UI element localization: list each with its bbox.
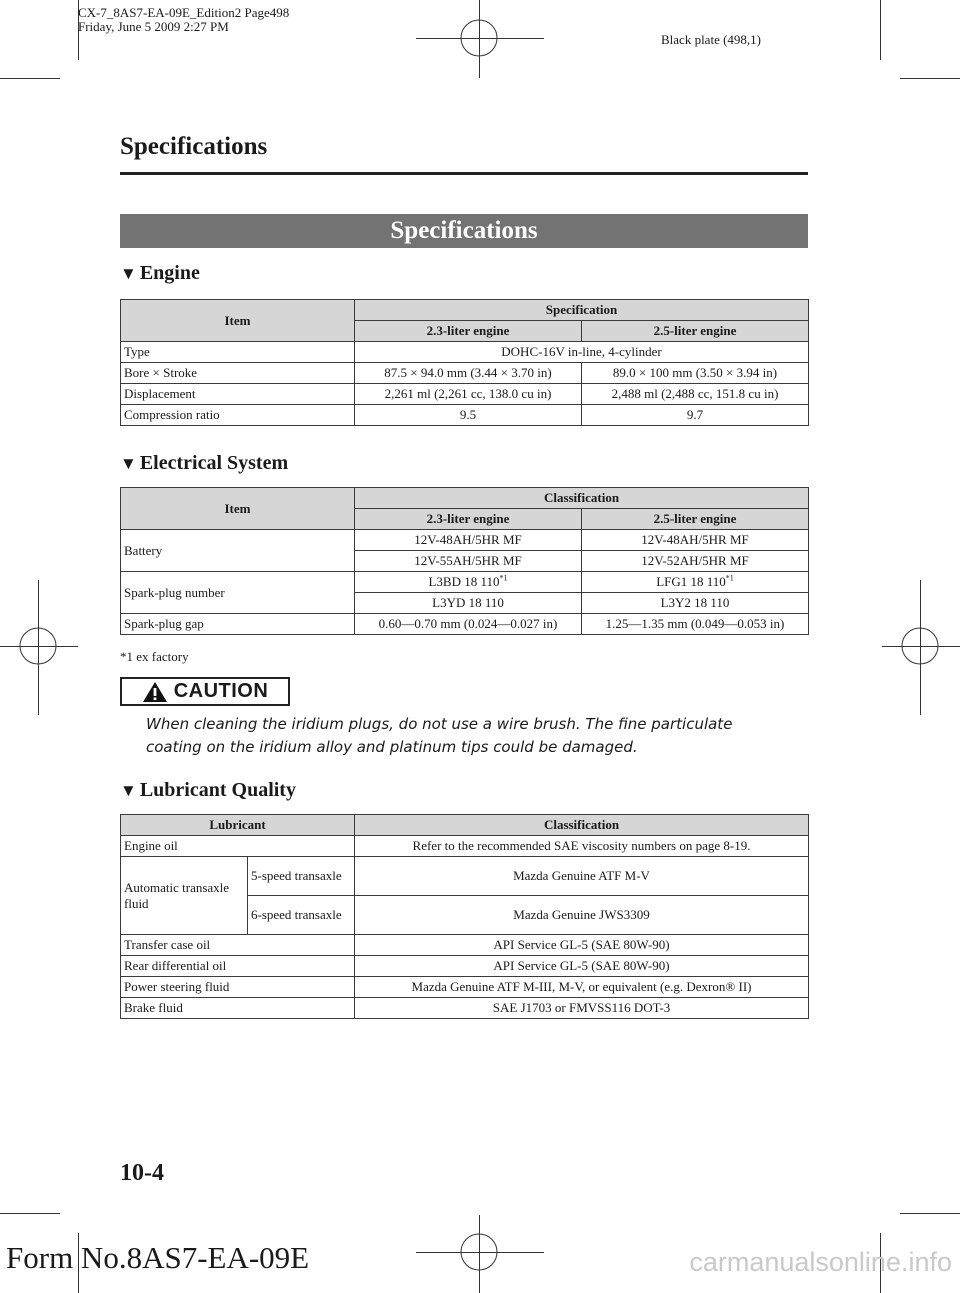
electrical-heading (120, 452, 288, 475)
table-row (121, 384, 809, 405)
triangle-bullet-icon: ▼ (120, 264, 137, 283)
row-value: Mazda Genuine JWS3309 (355, 896, 809, 935)
row-item: Type (121, 342, 355, 363)
electrical-heading-text: Electrical System (139, 452, 289, 474)
header-item: Item (121, 300, 355, 342)
row-value-a: 0.60―0.70 mm (0.024―0.027 in) (355, 614, 582, 635)
plate-label: Black plate (498,1) (661, 32, 761, 47)
row-item: Automatic transaxle fluid (121, 857, 248, 935)
row-item: Rear differential oil (121, 956, 355, 977)
row-item: Spark-plug gap (121, 614, 355, 635)
table-row (121, 836, 809, 857)
row-item: Compression ratio (121, 405, 355, 426)
section-rule (120, 172, 808, 175)
row-value-b: 89.0 × 100 mm (3.50 × 3.94 in) (582, 363, 809, 384)
row-item: Battery (121, 530, 355, 572)
engine-heading (120, 262, 200, 285)
row-value: Mazda Genuine ATF M-III, M-V, or equivalent (e.g. Dexron® II) (355, 977, 809, 998)
lubricant-table (120, 814, 809, 1019)
engine-table (120, 299, 809, 426)
row-value-a: 12V-55AH/5HR MF (355, 551, 582, 572)
row-value-a (355, 572, 582, 593)
row-item: Displacement (121, 384, 355, 405)
plug-number-b: LFG1 18 110 (656, 574, 726, 589)
row-item: Transfer case oil (121, 935, 355, 956)
table-row (121, 363, 809, 384)
watermark: carmanualsonline.info (689, 1247, 952, 1277)
lubricant-heading (120, 779, 296, 802)
row-item: Power steering fluid (121, 977, 355, 998)
row-item: Spark-plug number (121, 572, 355, 614)
footnote-marker: *1 (499, 573, 508, 583)
caution-label: CAUTION (173, 680, 269, 702)
print-file-line: CX-7_8AS7-EA-09E_Edition2 Page498 (78, 5, 290, 20)
header-group: Classification (355, 488, 809, 509)
table-row (121, 956, 809, 977)
caution-badge (120, 677, 290, 706)
footnote: *1 ex factory (120, 649, 189, 664)
row-subitem: 5-speed transaxle (248, 857, 355, 896)
table-row (121, 342, 809, 363)
row-value: DOHC-16V in-line, 4-cylinder (355, 342, 809, 363)
header-col-b: 2.5-liter engine (582, 321, 809, 342)
page-number: 10-4 (120, 1160, 164, 1186)
row-value-b: L3Y2 18 110 (582, 593, 809, 614)
row-value: Mazda Genuine ATF M-V (355, 857, 809, 896)
page-title-banner: Specifications (120, 214, 808, 248)
print-date-line: Friday, June 5 2009 2:27 PM (78, 19, 229, 34)
row-value-b: 9.7 (582, 405, 809, 426)
section-header: Specifications (120, 133, 268, 160)
row-value-a: L3YD 18 110 (355, 593, 582, 614)
row-value-b: 1.25―1.35 mm (0.049―0.053 in) (582, 614, 809, 635)
header-col-a: 2.3-liter engine (355, 509, 582, 530)
triangle-bullet-icon: ▼ (120, 454, 137, 473)
row-subitem: 6-speed transaxle (248, 896, 355, 935)
row-item: Engine oil (121, 836, 355, 857)
row-value-a: 9.5 (355, 405, 582, 426)
row-item: Bore × Stroke (121, 363, 355, 384)
header-item: Item (121, 488, 355, 530)
lubricant-heading-text: Lubricant Quality (139, 779, 296, 801)
table-row (121, 614, 809, 635)
row-value-a: 2,261 ml (2,261 cc, 138.0 cu in) (355, 384, 582, 405)
form-number: Form No.8AS7-EA-09E (6, 1240, 310, 1275)
row-value-b (582, 572, 809, 593)
header-col-b: 2.5-liter engine (582, 509, 809, 530)
header-lubricant: Lubricant (121, 815, 355, 836)
caution-text: When cleaning the iridium plugs, do not use a wire brush. The fine particulate coating on the iridium alloy and platinum tips could be damaged. (146, 715, 733, 756)
table-row (121, 998, 809, 1019)
footnote-marker: *1 (725, 573, 734, 583)
header-group: Specification (355, 300, 809, 321)
triangle-bullet-icon: ▼ (120, 781, 137, 800)
row-value-a: 12V-48AH/5HR MF (355, 530, 582, 551)
table-row (121, 935, 809, 956)
header-classification: Classification (355, 815, 809, 836)
row-value-b: 2,488 ml (2,488 cc, 151.8 cu in) (582, 384, 809, 405)
header-col-a: 2.3-liter engine (355, 321, 582, 342)
row-item: Brake fluid (121, 998, 355, 1019)
row-value-a: 87.5 × 94.0 mm (3.44 × 3.70 in) (355, 363, 582, 384)
plug-number-a: L3BD 18 110 (428, 574, 500, 589)
table-row (121, 977, 809, 998)
table-row (121, 572, 809, 593)
table-row (121, 530, 809, 551)
row-value: API Service GL-5 (SAE 80W-90) (355, 956, 809, 977)
row-value: API Service GL-5 (SAE 80W-90) (355, 935, 809, 956)
table-row (121, 857, 809, 896)
row-value: SAE J1703 or FMVSS116 DOT-3 (355, 998, 809, 1019)
electrical-table (120, 487, 809, 635)
table-row (121, 405, 809, 426)
engine-heading-text: Engine (139, 262, 200, 284)
row-value: Refer to the recommended SAE viscosity numbers on page 8-19. (355, 836, 809, 857)
row-value-b: 12V-52AH/5HR MF (582, 551, 809, 572)
row-value-b: 12V-48AH/5HR MF (582, 530, 809, 551)
warning-icon (142, 681, 168, 703)
print-metadata (78, 6, 289, 34)
